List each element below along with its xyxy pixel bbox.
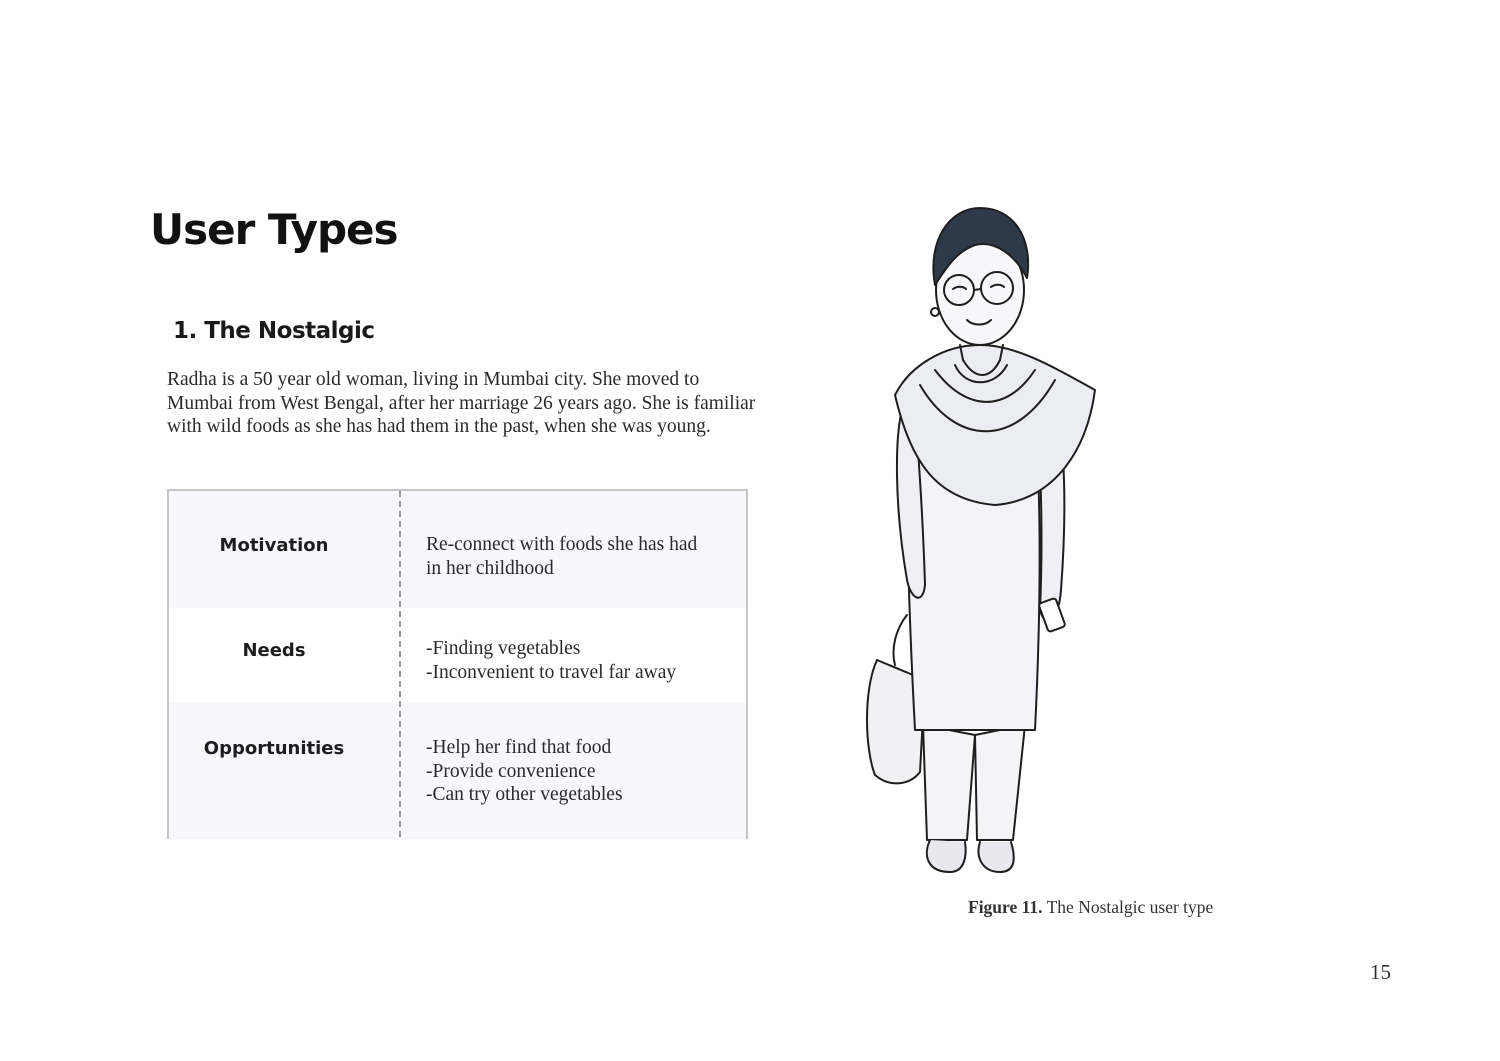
figure-caption-label: Figure 11. <box>968 897 1043 917</box>
user-type-table <box>167 489 748 839</box>
table-row-opportunities <box>169 703 746 839</box>
table-row-motivation <box>169 491 746 608</box>
woman-illustration <box>815 160 1145 890</box>
table-row-needs <box>169 608 746 703</box>
row-label: Motivation <box>219 535 329 556</box>
section-heading: 1. The Nostalgic <box>173 318 375 344</box>
row-label: Opportunities <box>203 738 345 759</box>
row-value: -Help her find that food -Provide convenience -Can try other vegetables <box>426 737 623 805</box>
row-value: Re-connect with foods she has had in her childhood <box>426 534 698 579</box>
page-title: User Types <box>150 205 398 254</box>
intro-paragraph: Radha is a 50 year old woman, living in Mumbai city. She moved to Mumbai from West Bengal, after her marriage 26 years ago. She is familiar with wild foods as she has had them in the past, when she was young. <box>167 369 756 438</box>
row-label: Needs <box>242 640 306 661</box>
figure-caption-text: The Nostalgic user type <box>1042 897 1214 917</box>
row-value: -Finding vegetables -Inconvenient to travel far away <box>426 638 677 683</box>
figure-caption <box>968 897 1213 918</box>
dashed-divider <box>399 491 401 837</box>
page-number: 15 <box>1370 960 1391 984</box>
